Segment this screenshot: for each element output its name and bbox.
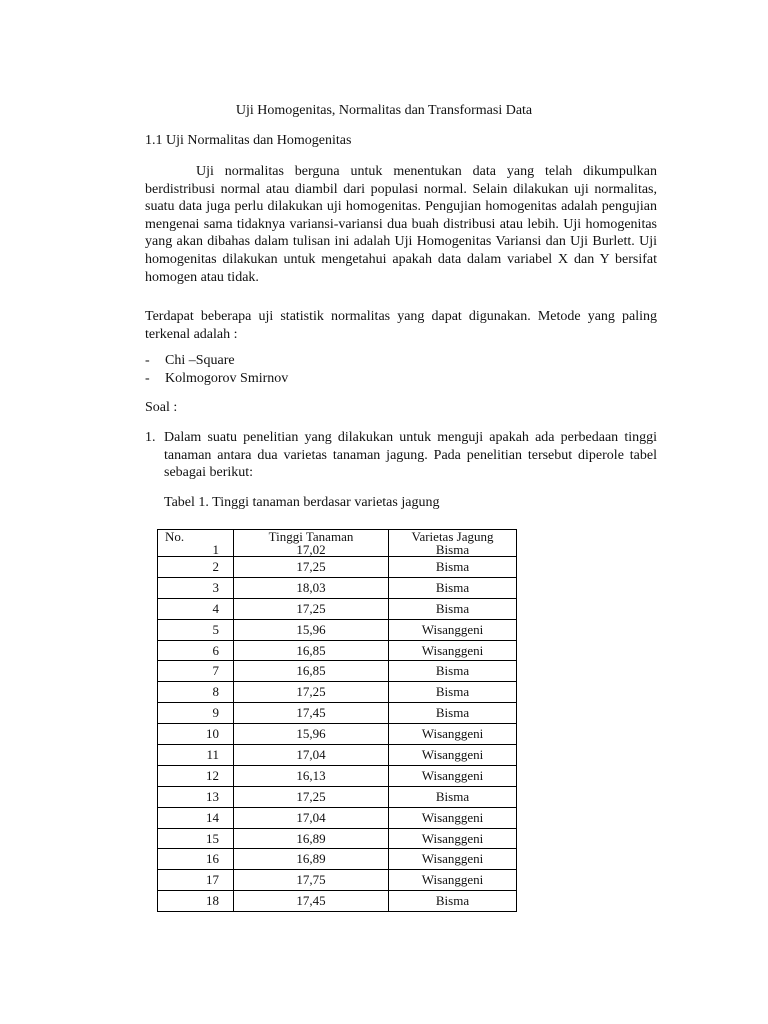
cell-varietas: Wisanggeni: [389, 828, 517, 849]
table-row: [158, 598, 517, 619]
cell-tinggi: 17,04: [234, 745, 389, 766]
question-number: 1.: [145, 430, 156, 445]
cell-tinggi: 17,25: [234, 786, 389, 807]
cell-tinggi: 15,96: [234, 619, 389, 640]
table-row: [158, 807, 517, 828]
list-marker: -: [145, 371, 150, 386]
list-marker: -: [145, 353, 150, 368]
cell-no: 11: [158, 745, 234, 766]
cell-no: 5: [158, 619, 234, 640]
cell-varietas: Wisanggeni: [389, 724, 517, 745]
cell-varietas: Wisanggeni: [389, 619, 517, 640]
table-row: [158, 640, 517, 661]
cell-tinggi: 17,02: [234, 544, 389, 557]
cell-no: 17: [158, 870, 234, 891]
cell-varietas: Wisanggeni: [389, 640, 517, 661]
cell-varietas: Bisma: [389, 891, 517, 912]
list-item: [145, 370, 288, 388]
cell-tinggi: 17,25: [234, 557, 389, 578]
cell-no: 6: [158, 640, 234, 661]
cell-no: 3: [158, 577, 234, 598]
header-tinggi: Tinggi Tanaman: [234, 530, 389, 545]
method-kolmogorov: Kolmogorov Smirnov: [165, 371, 289, 386]
cell-no: 10: [158, 724, 234, 745]
table-row: [158, 619, 517, 640]
method-chi-square: Chi –Square: [165, 353, 235, 368]
table-row: [158, 557, 517, 578]
table-row: [158, 544, 517, 557]
cell-varietas: Wisanggeni: [389, 745, 517, 766]
cell-tinggi: 17,25: [234, 682, 389, 703]
table-row: [158, 682, 517, 703]
table-row: [158, 828, 517, 849]
cell-no: 4: [158, 598, 234, 619]
methods-list: [145, 352, 288, 388]
cell-varietas: Wisanggeni: [389, 765, 517, 786]
soal-label: Soal :: [145, 400, 178, 415]
cell-varietas: Bisma: [389, 557, 517, 578]
cell-no: 7: [158, 661, 234, 682]
table-row: [158, 745, 517, 766]
table-row: [158, 661, 517, 682]
cell-varietas: Bisma: [389, 598, 517, 619]
cell-no: 14: [158, 807, 234, 828]
cell-tinggi: 17,75: [234, 870, 389, 891]
cell-no: 12: [158, 765, 234, 786]
paragraph-metode: Terdapat beberapa uji statistik normalitas yang dapat digunakan. Metode yang paling terkenal adalah :: [145, 309, 657, 342]
cell-tinggi: 16,13: [234, 765, 389, 786]
cell-tinggi: 16,89: [234, 849, 389, 870]
cell-tinggi: 17,04: [234, 807, 389, 828]
cell-no: 13: [158, 786, 234, 807]
cell-varietas: Bisma: [389, 786, 517, 807]
cell-no: 15: [158, 828, 234, 849]
cell-tinggi: 17,45: [234, 703, 389, 724]
table-row: [158, 849, 517, 870]
section-heading: 1.1 Uji Normalitas dan Homogenitas: [145, 133, 352, 148]
table-body: [158, 544, 517, 912]
table-row: [158, 765, 517, 786]
cell-no: 1: [158, 544, 234, 557]
document-title: Uji Homogenitas, Normalitas dan Transformasi Data: [235, 103, 533, 118]
cell-tinggi: 16,85: [234, 661, 389, 682]
table-row: [158, 870, 517, 891]
table-row: [158, 577, 517, 598]
cell-varietas: Bisma: [389, 577, 517, 598]
paragraph-normalitas: Uji normalitas berguna untuk menentukan data yang telah dikumpulkan berdistribusi normal atau diambil dari populasi normal. Selain dilakukan uji normalitas, suatu data juga perlu dilakukan uji homogenitas. Pengujian homogenitas adalah pengujian mengenai sama tidaknya variansi-variansi dua buah distribusi atau lebih. Uji homogenitas yang akan dibahas dalam tulisan ini adalah Uji Homogenitas Variansi dan Uji Burlett. Uji homogenitas dilakukan untuk mengetahui apakah data dalam variabel X dan Y bersifat homogen atau tidak.: [145, 164, 657, 285]
cell-tinggi: 15,96: [234, 724, 389, 745]
cell-varietas: Bisma: [389, 703, 517, 724]
cell-varietas: Bisma: [389, 682, 517, 703]
table-row: [158, 786, 517, 807]
table-row: [158, 724, 517, 745]
cell-tinggi: 17,25: [234, 598, 389, 619]
data-table: [157, 529, 517, 912]
question-item: [145, 429, 657, 482]
cell-varietas: Bisma: [389, 544, 517, 557]
cell-no: 18: [158, 891, 234, 912]
question-text: Dalam suatu penelitian yang dilakukan untuk menguji apakah ada perbedaan tinggi tanaman antara dua varietas tanaman jagung. Pada penelitian tersebut diperole tabel sebagai berikut:: [164, 430, 657, 481]
cell-tinggi: 18,03: [234, 577, 389, 598]
header-varietas: Varietas Jagung: [389, 530, 517, 545]
cell-no: 2: [158, 557, 234, 578]
cell-tinggi: 16,85: [234, 640, 389, 661]
cell-varietas: Wisanggeni: [389, 870, 517, 891]
table-row: [158, 891, 517, 912]
table-caption: Tabel 1. Tinggi tanaman berdasar varietas jagung: [164, 495, 440, 510]
cell-varietas: Wisanggeni: [389, 807, 517, 828]
cell-no: 16: [158, 849, 234, 870]
cell-no: 8: [158, 682, 234, 703]
cell-varietas: Bisma: [389, 661, 517, 682]
cell-tinggi: 16,89: [234, 828, 389, 849]
cell-varietas: Wisanggeni: [389, 849, 517, 870]
cell-tinggi: 17,45: [234, 891, 389, 912]
list-item: [145, 352, 288, 370]
header-no: No.: [158, 530, 234, 545]
cell-no: 9: [158, 703, 234, 724]
table-row: [158, 703, 517, 724]
